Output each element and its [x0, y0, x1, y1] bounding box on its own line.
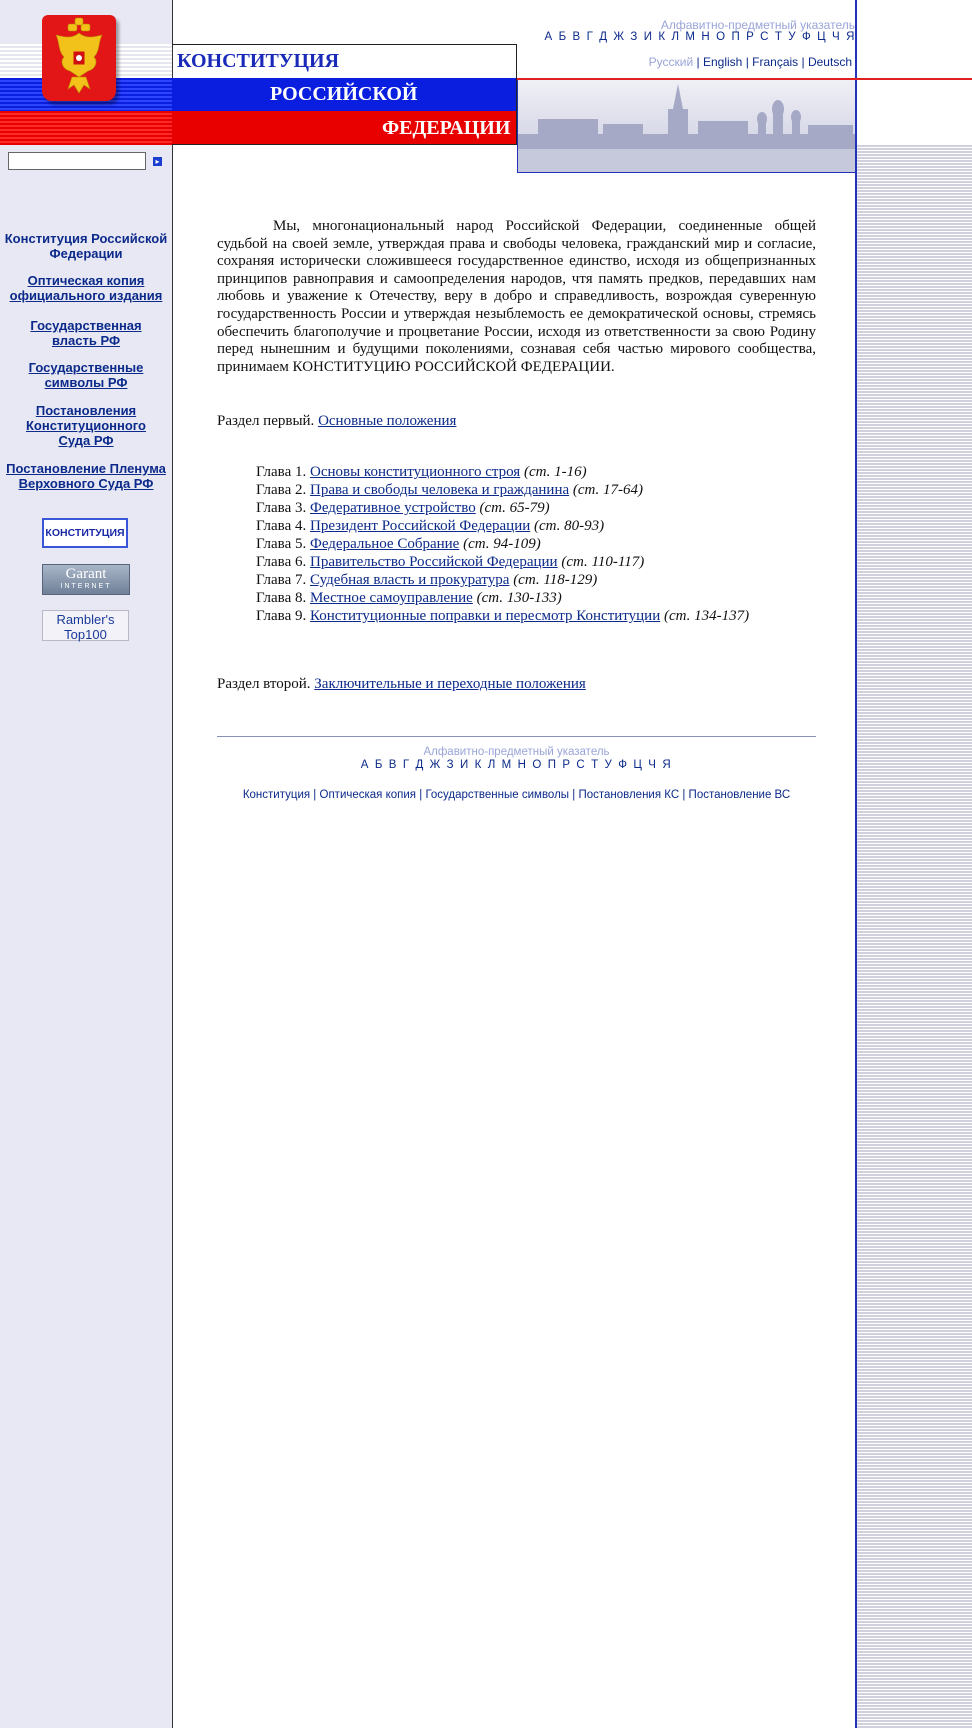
- footer-sep: |: [569, 789, 579, 801]
- lang-french[interactable]: Français: [752, 55, 799, 69]
- footer-alpha-index-letters[interactable]: А Б В Г Д Ж З И К Л М Н О П Р С Т У Ф Ц Ч Я: [360, 759, 673, 771]
- footer-link-optical-copy[interactable]: Оптическая копия: [319, 789, 417, 801]
- chapter-item: [256, 499, 550, 517]
- chapter-range: (ст. 65-79): [479, 500, 550, 516]
- sidebar-link-optical-copy[interactable]: Оптическая копия официального издания: [9, 273, 163, 303]
- footer-link-state-symbols[interactable]: Государственные символы: [425, 789, 570, 801]
- section-2-line: [217, 675, 586, 693]
- language-switcher: [560, 55, 852, 69]
- chapter-prefix: Глава 3.: [256, 500, 307, 516]
- chapter-range: (ст. 1-16): [523, 464, 587, 480]
- chapter-item: [256, 535, 541, 553]
- sidebar: [0, 0, 173, 1728]
- section-1-link[interactable]: Основные положения: [318, 413, 457, 429]
- rambler-top100-banner[interactable]: Rambler's Top100: [42, 610, 129, 641]
- lang-english[interactable]: English: [703, 55, 743, 69]
- chapter-item: [256, 607, 749, 625]
- chapter-item: [256, 553, 644, 571]
- red-rule: [857, 78, 972, 80]
- lang-russian: Русский: [648, 55, 694, 69]
- sidebar-link-constitutional-court[interactable]: Постановления Конституционного Суда РФ: [26, 403, 146, 448]
- chapter-link[interactable]: Судебная власть и прокуратура: [309, 572, 510, 588]
- lang-sep: |: [742, 55, 753, 69]
- garant-sublabel: INTERNET: [60, 583, 112, 590]
- footer-sep: |: [679, 789, 689, 801]
- chapter-prefix: Глава 4.: [256, 518, 307, 534]
- garant-label: Garant: [65, 566, 107, 582]
- footer-alpha-index-title[interactable]: Алфавитно-предметный указатель: [423, 746, 610, 758]
- chapter-link[interactable]: Права и свободы человека и гражданина: [309, 482, 570, 498]
- chapter-range: (ст. 110-117): [561, 554, 645, 570]
- chapter-range: (ст. 94-109): [463, 536, 541, 552]
- section-1-prefix: Раздел первый.: [217, 413, 315, 429]
- lang-sep: |: [693, 55, 703, 69]
- chapter-prefix: Глава 5.: [256, 536, 307, 552]
- footer-divider: [217, 736, 816, 737]
- footer-sep: |: [310, 789, 320, 801]
- lang-sep: |: [798, 55, 808, 69]
- title-line-3: ФЕДЕРАЦИИ: [382, 117, 511, 139]
- header-red-rule: [517, 78, 857, 80]
- chapter-prefix: Глава 9.: [256, 608, 307, 624]
- chapter-item: [256, 571, 597, 589]
- chapter-range: (ст. 134-137): [663, 608, 750, 624]
- footer-links: [217, 789, 816, 801]
- chapter-link[interactable]: Конституционные поправки и пересмотр Конституции: [309, 608, 661, 624]
- chapter-link[interactable]: Местное самоуправление: [309, 590, 473, 606]
- coat-of-arms-icon: [42, 15, 116, 101]
- footer-link-ks-decisions[interactable]: Постановления КС: [578, 789, 680, 801]
- sidebar-link-constitution[interactable]: Конституция Российской Федерации: [4, 231, 168, 261]
- kremlin-panorama-image: [517, 78, 856, 173]
- chapter-range: (ст. 130-133): [476, 590, 562, 606]
- chapter-item: [256, 463, 587, 481]
- section-2-link[interactable]: Заключительные и переходные положения: [314, 676, 586, 692]
- footer-link-constitution[interactable]: Конституция: [242, 789, 311, 801]
- chapter-range: (ст. 17-64): [572, 482, 644, 498]
- chapter-link[interactable]: Правительство Российской Федерации: [309, 554, 558, 570]
- title-line-1: КОНСТИТУЦИЯ: [177, 50, 340, 72]
- section-1-line: [217, 412, 456, 430]
- sidebar-link-supreme-court[interactable]: Постановление Пленума Верховного Суда РФ: [6, 461, 166, 491]
- sidebar-link-state-symbols[interactable]: Государственные символы РФ: [28, 360, 144, 390]
- lang-german[interactable]: Deutsch: [807, 55, 852, 69]
- footer-sep: |: [416, 789, 426, 801]
- section-2-prefix: Раздел второй.: [217, 676, 311, 692]
- preamble-text: Мы, многонациональный народ Российской Федерации, соединенные общей судьбой на своей земле, утверждая права и свободы человека, гражданский мир и согласие, сохраняя исторически сложившееся государственное единство, исходя из общепризнанных принципов равноправия и самоопределения народов, чтя память предков, передавших нам любовь и уважение к Отечеству, веру в добро и справедливость, возрождая суверенную государственность России и утверждая незыблемость ее демократической основы, стремясь обеспечить благополучие и процветание России, исходя из ответственности за свою Родину перед нынешним и будущими поколениями, сознавая себя частью мирового сообщества, принимаем КОНСТИТУЦИЮ РОССИЙСКОЙ ФЕДЕРАЦИИ.: [217, 218, 816, 375]
- chapter-item: [256, 481, 643, 499]
- chapter-item: [256, 589, 562, 607]
- chapter-link[interactable]: Федеральное Собрание: [309, 536, 460, 552]
- alpha-index-letters[interactable]: А Б В Г Д Ж З И К Л М Н О П Р С Т У Ф Ц Ч Я: [544, 31, 856, 43]
- right-decorative-strip: [855, 0, 972, 1728]
- chapter-prefix: Глава 6.: [256, 554, 307, 570]
- right-strip-top: [857, 0, 972, 145]
- chapter-prefix: Глава 8.: [256, 590, 307, 606]
- search-input[interactable]: [8, 152, 146, 170]
- sidebar-link-state-power[interactable]: Государственная власть РФ: [30, 318, 142, 348]
- konstitutsiya-banner[interactable]: КОНСТИТУЦИЯ: [42, 518, 128, 548]
- chapter-link[interactable]: Основы конституционного строя: [309, 464, 521, 480]
- chapter-link[interactable]: Президент Российской Федерации: [309, 518, 531, 534]
- garant-banner[interactable]: [42, 564, 130, 595]
- chapter-prefix: Глава 1.: [256, 464, 307, 480]
- title-line-2: РОССИЙСКОЙ: [270, 83, 418, 105]
- footer-link-vs-decision[interactable]: Постановление ВС: [688, 789, 791, 801]
- search-go-button[interactable]: ▸: [153, 157, 162, 166]
- chapter-range: (ст. 80-93): [534, 518, 605, 534]
- chapter-item: [256, 517, 604, 535]
- alpha-index-title[interactable]: Алфавитно-предметный указатель: [660, 18, 855, 32]
- chapter-range: (ст. 118-129): [513, 572, 598, 588]
- chapter-prefix: Глава 7.: [256, 572, 307, 588]
- chapter-link[interactable]: Федеративное устройство: [309, 500, 476, 516]
- chapter-prefix: Глава 2.: [256, 482, 307, 498]
